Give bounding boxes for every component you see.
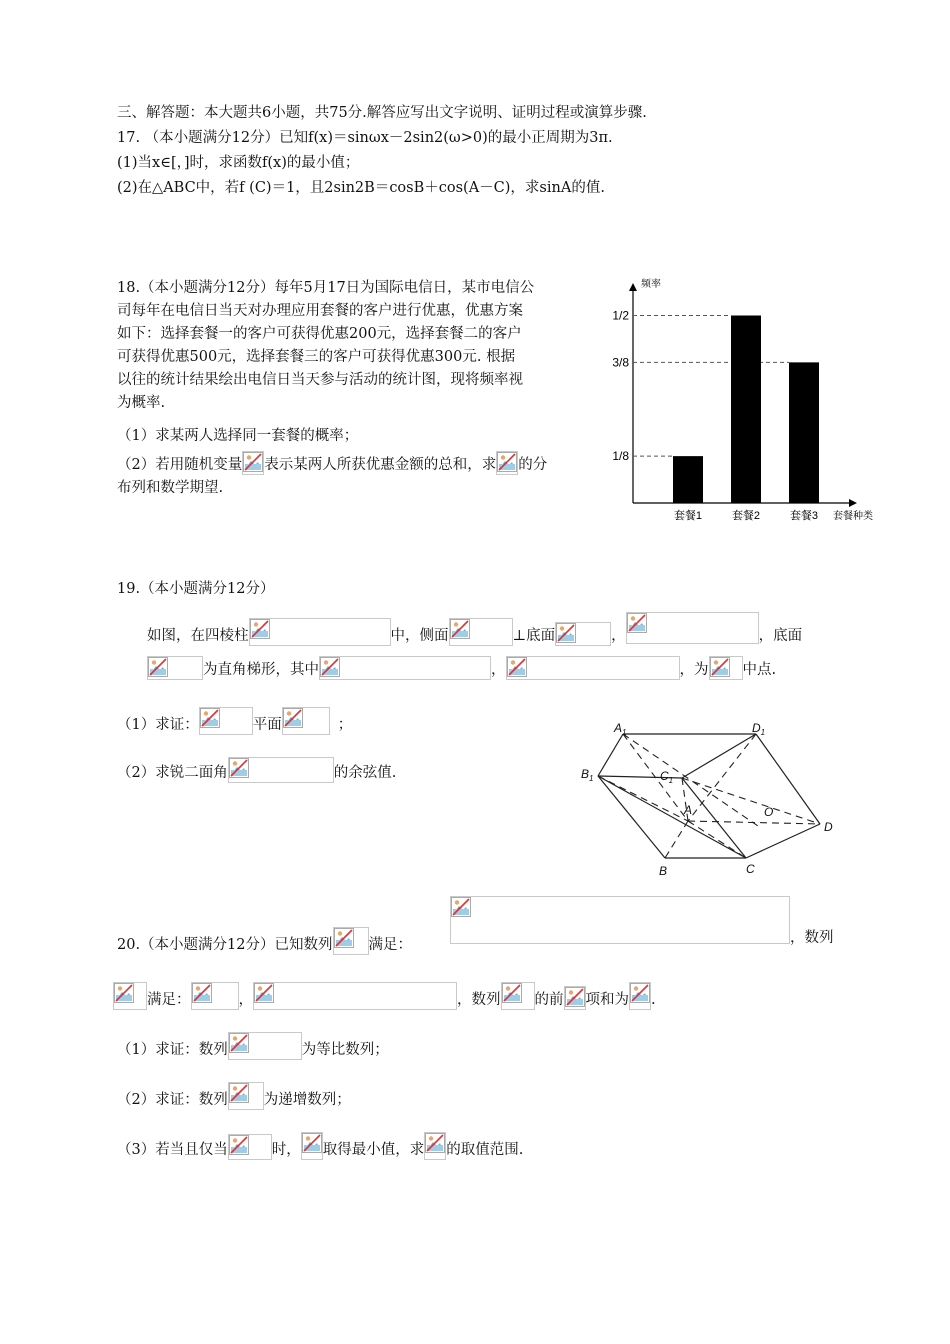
formula-image [496,451,518,475]
formula-image [282,707,330,735]
q18-part2-text-b: 表示某两人所获优惠金额的总和，求 [264,457,497,473]
q18-part2-line1 [117,451,547,476]
q20-text: ，数列 [457,992,501,1008]
label-a: A [684,803,693,817]
label-b1: $B_1$ [581,767,594,783]
formula-image [199,707,253,735]
q18-line-4: 可获得优惠500元，选择套餐三的客户可获得优惠300元. 根据 [117,349,516,365]
q19-text: 为 [694,662,709,678]
formula-image [228,1082,264,1110]
formula-image [626,612,759,644]
label-d: D [824,820,833,834]
q19-text: 中点. [742,662,777,678]
q20-line1-tail: ，数列 [790,930,834,946]
q19-text: ， [491,662,506,678]
q18-part2-line2: 布列和数学期望. [117,480,224,496]
q20-text: 为等比数列； [301,1042,389,1058]
q18-line-1: 18.（本小题满分12分）每年5月17日为国际电信日，某市电信公 [117,280,535,296]
q19-text: ，底面 [758,628,803,644]
q20-text: 20.（本小题满分12分）已知数列 [117,937,333,953]
q20-text: 为递增数列； [263,1092,351,1108]
formula-image [147,656,203,680]
q19-part1 [117,707,352,736]
formula-image [249,618,391,646]
formula-image [629,982,651,1010]
q20-text: ， [238,992,253,1008]
q18-line-6: 为概率. [117,395,166,411]
frequency-bar-chart [600,275,880,525]
section-header: 三、解答题：本大题共6小题，共75分.解答应写出文字说明、证明过程或演算步骤. [117,105,647,121]
y-tick-label: 1/2 [612,308,629,323]
q20-part2 [117,1082,351,1111]
label-o: O [764,805,774,819]
q19-text: ⊥底面 [512,628,556,644]
q18-line-3: 如下：选择套餐一的客户可获得优惠200元，选择套餐二的客户 [117,326,522,342]
q20-part1 [117,1032,389,1061]
q20-formula-top [450,896,790,945]
formula-image [506,656,680,680]
q19-text: 为直角梯形，其中 [203,662,319,678]
q17-part2: (2)在△ABC中，若f (C)＝1，且2sin2B＝cosB＋cos(A－C)，求sinA的值. [117,180,605,196]
q20-text: 满足： [147,992,191,1008]
q19-text: ， [611,628,626,644]
q18-part1: （1）求某两人选择同一套餐的概率； [117,428,359,444]
q20-text: 取得最小值，求 [322,1142,425,1158]
formula-image [501,982,535,1010]
x-tick-label: 套餐1 [673,510,703,522]
label-b: B [659,864,668,878]
q20-line2 [113,982,656,1011]
q19-text: ， [679,662,694,678]
y-axis-arrow [629,283,637,291]
q19-title: 19.（本小题满分12分） [117,581,275,597]
formula-image [191,982,239,1010]
q20-text: . [651,992,656,1008]
formula-image [449,618,513,646]
q18-line-5: 以往的统计结果绘出电信日当天参与活动的统计图，现将频率视 [117,372,523,388]
q19-text: （2）求锐二面角 [117,765,228,781]
formula-image [228,1134,272,1160]
q19-text: 的余弦值. [333,765,397,781]
formula-image [228,1032,302,1060]
q20-text: 的取值范围. [446,1142,524,1158]
prism-figure [578,718,838,888]
q20-text: （2）求证：数列 [117,1092,228,1108]
x-tick-label: 套餐2 [731,510,761,522]
q18-part2-text-a: （2）若用随机变量 [117,457,243,473]
q20-text: 项和为 [585,992,629,1008]
x-axis-label: 套餐种类 [833,511,873,522]
y-tick-label: 3/8 [612,355,629,370]
q20-line1 [117,927,412,956]
x-tick-label: 套餐3 [789,510,819,522]
q19-line1 [147,612,802,647]
q19-text: ； [337,717,353,733]
q19-text: 平面 [252,717,282,733]
formula-image [113,982,147,1010]
q19-text: （1）求证： [117,717,199,733]
bar-1 [673,456,703,503]
q19-part2 [117,757,396,784]
label-c1: $C_1$ [660,769,674,785]
q20-text: （3）若当且仅当 [117,1142,228,1158]
formula-image [319,656,491,680]
formula-image [564,986,586,1010]
q17-stem: 17. （本小题满分12分）已知f(x)＝sinωx－2sin2(ω>0)的最小正周期为3π. [117,130,613,146]
formula-image [450,896,790,944]
formula-image [253,982,457,1010]
formula-image [555,622,611,646]
q18-line-2: 司每年在电信日当天对办理应用套餐的客户进行优惠，优惠方案 [117,303,523,319]
q17-part1: (1)当x∈[，]时，求函数f(x)的最小值； [117,155,360,171]
q20-text: 的前 [534,992,564,1008]
q19-line2 [147,656,776,681]
x-axis-arrow [849,499,857,507]
bar-2 [731,316,761,504]
label-d1: $D_1$ [752,721,766,737]
formula-image [424,1132,446,1160]
q20-text: （1）求证：数列 [117,1042,228,1058]
bar-3 [789,362,819,503]
q19-text: 如图，在四棱柱 [147,628,249,644]
formula-image [301,1132,323,1160]
label-a1: $A_1$ [614,721,627,737]
q19-text: 中，侧面 [390,628,449,644]
q18-part2-text-c: 的分 [518,457,548,473]
formula-image [242,451,264,475]
q20-text: 满足： [368,937,413,953]
label-c: C [746,862,755,876]
y-axis-label: 频率 [641,279,661,290]
y-tick-label: 1/8 [612,449,629,464]
formula-image [709,656,743,680]
q20-part3 [117,1132,523,1161]
formula-image [333,927,369,955]
formula-image [228,757,334,783]
q20-text: 时， [271,1142,301,1158]
